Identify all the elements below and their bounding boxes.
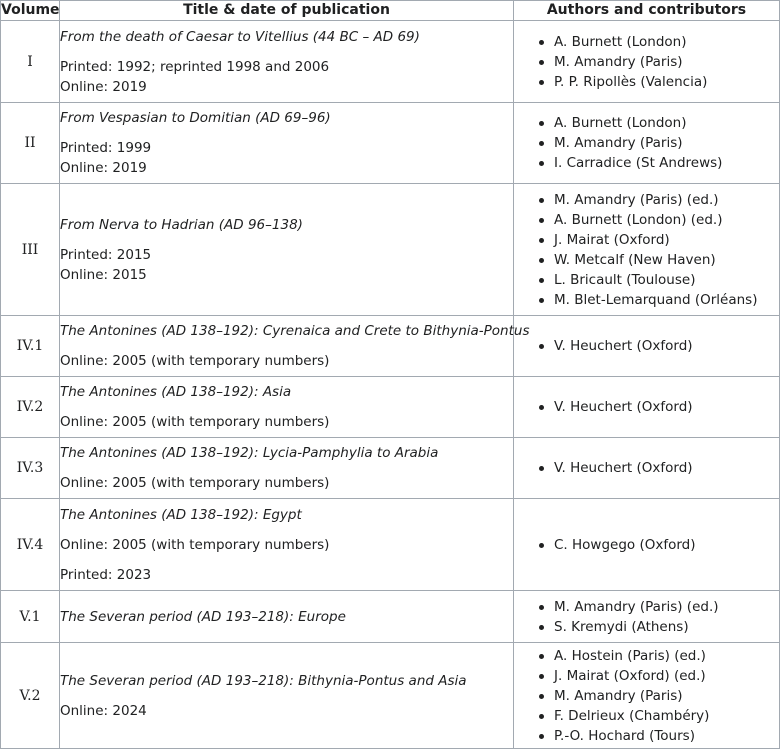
- title-cell: [60, 377, 514, 438]
- author-item: C. Howgego (Oxford): [554, 535, 779, 555]
- authors-cell: [514, 103, 780, 184]
- volume-cell: IV.4: [1, 499, 60, 591]
- author-item: W. Metcalf (New Haven): [554, 250, 779, 270]
- authors-cell: [514, 21, 780, 103]
- table-body: [1, 21, 780, 749]
- author-item: I. Carradice (St Andrews): [554, 153, 779, 173]
- table-row: [1, 591, 780, 643]
- volume-cell: IV.2: [1, 377, 60, 438]
- title-cell: [60, 591, 514, 643]
- publication-line: Printed: 2023: [60, 566, 152, 583]
- publication-info: [60, 701, 513, 721]
- author-item: J. Mairat (Oxford) (ed.): [554, 666, 779, 686]
- publication-info: [60, 565, 513, 585]
- publication-info: [60, 535, 513, 555]
- authors-cell: [514, 591, 780, 643]
- header-authors: Authors and contributors: [514, 1, 780, 21]
- authors-list: [514, 336, 779, 356]
- publication-line: Online: 2005 (with temporary numbers): [60, 536, 330, 553]
- authors-cell: [514, 377, 780, 438]
- author-item: M. Amandry (Paris): [554, 52, 779, 72]
- publication-line: Online: 2024: [60, 702, 147, 719]
- volume-cell: II: [1, 103, 60, 184]
- table-row: [1, 643, 780, 749]
- table-header: [1, 1, 780, 21]
- author-item: M. Amandry (Paris) (ed.): [554, 190, 779, 210]
- volume-cell: V.2: [1, 643, 60, 749]
- author-item: M. Blet-Lemarquand (Orléans): [554, 290, 779, 310]
- author-item: M. Amandry (Paris): [554, 133, 779, 153]
- title-cell: [60, 643, 514, 749]
- author-item: P.-O. Hochard (Tours): [554, 726, 779, 746]
- authors-list: [514, 397, 779, 417]
- header-volume: Volume: [1, 1, 60, 21]
- volume-title: From Nerva to Hadrian (AD 96–138): [60, 216, 303, 233]
- volume-cell: IV.3: [1, 438, 60, 499]
- title-cell: [60, 499, 514, 591]
- publication-line: Online: 2005 (with temporary numbers): [60, 353, 330, 369]
- publication-line: Online: 2019: [60, 160, 147, 176]
- authors-cell: [514, 184, 780, 316]
- authors-cell: [514, 643, 780, 749]
- publication-info: [60, 245, 513, 285]
- volume-title: The Severan period (AD 193–218): Bithynia-Pontus and Asia: [60, 672, 467, 689]
- authors-cell: [514, 499, 780, 591]
- volume-title: The Antonines (AD 138–192): Egypt: [60, 506, 302, 523]
- publication-line: Online: 2019: [60, 78, 147, 95]
- volume-cell: III: [1, 184, 60, 316]
- table-row: [1, 316, 780, 377]
- publication-info: [60, 138, 513, 178]
- author-item: S. Kremydi (Athens): [554, 617, 779, 637]
- publication-line: Online: 2005 (with temporary numbers): [60, 475, 330, 491]
- publication-info: [60, 351, 513, 371]
- title-cell: [60, 103, 514, 184]
- author-item: V. Heuchert (Oxford): [554, 397, 779, 417]
- authors-list: [514, 597, 779, 637]
- title-cell: [60, 21, 514, 103]
- authors-list: [514, 190, 779, 310]
- publication-line: Online: 2015: [60, 266, 147, 283]
- title-cell: [60, 184, 514, 316]
- title-cell: [60, 316, 530, 377]
- table-row: [1, 184, 780, 316]
- publication-info: [60, 412, 513, 432]
- authors-list: [514, 458, 779, 478]
- volume-title: The Severan period (AD 193–218): Europe: [60, 608, 346, 625]
- authors-list: [514, 32, 779, 92]
- publication-line: Printed: 2015: [60, 246, 152, 263]
- authors-cell: [514, 316, 780, 377]
- author-item: F. Delrieux (Chambéry): [554, 706, 779, 726]
- author-item: V. Heuchert (Oxford): [554, 336, 779, 356]
- authors-cell: [514, 438, 780, 499]
- publication-info: [60, 473, 513, 493]
- publication-line: Printed: 1992; reprinted 1998 and 2006: [60, 58, 330, 75]
- author-item: L. Bricault (Toulouse): [554, 270, 779, 290]
- author-item: V. Heuchert (Oxford): [554, 458, 779, 478]
- table-row: [1, 499, 780, 591]
- volume-cell: V.1: [1, 591, 60, 643]
- author-item: P. P. Ripollès (Valencia): [554, 72, 779, 92]
- header-title: Title & date of publication: [60, 1, 514, 21]
- table-row: [1, 103, 780, 184]
- table-row: [1, 21, 780, 103]
- volume-cell: I: [1, 21, 60, 103]
- author-item: A. Burnett (London): [554, 113, 779, 133]
- volume-cell: IV.1: [1, 316, 60, 377]
- volume-title: From the death of Caesar to Vitellius (44 BC – AD 69): [60, 28, 420, 45]
- authors-list: [514, 113, 779, 173]
- authors-list: [514, 535, 779, 555]
- table-row: [1, 377, 780, 438]
- author-item: A. Burnett (London): [554, 32, 779, 52]
- volume-title: From Vespasian to Domitian (AD 69–96): [60, 110, 331, 126]
- author-item: M. Amandry (Paris): [554, 686, 779, 706]
- volume-title: The Antonines (AD 138–192): Lycia-Pamphylia to Arabia: [60, 445, 439, 461]
- author-item: A. Burnett (London) (ed.): [554, 210, 779, 230]
- publication-line: Online: 2005 (with temporary numbers): [60, 414, 330, 430]
- publication-info: [60, 57, 513, 97]
- author-item: A. Hostein (Paris) (ed.): [554, 646, 779, 666]
- table-row: [1, 438, 780, 499]
- publication-line: Printed: 1999: [60, 140, 152, 156]
- header-row: [1, 1, 780, 21]
- author-item: M. Amandry (Paris) (ed.): [554, 597, 779, 617]
- title-cell: [60, 438, 514, 499]
- authors-list: [514, 646, 779, 746]
- author-item: J. Mairat (Oxford): [554, 230, 779, 250]
- volume-title: The Antonines (AD 138–192): Cyrenaica and Crete to Bithynia-Pontus: [60, 323, 530, 339]
- volume-title: The Antonines (AD 138–192): Asia: [60, 384, 292, 400]
